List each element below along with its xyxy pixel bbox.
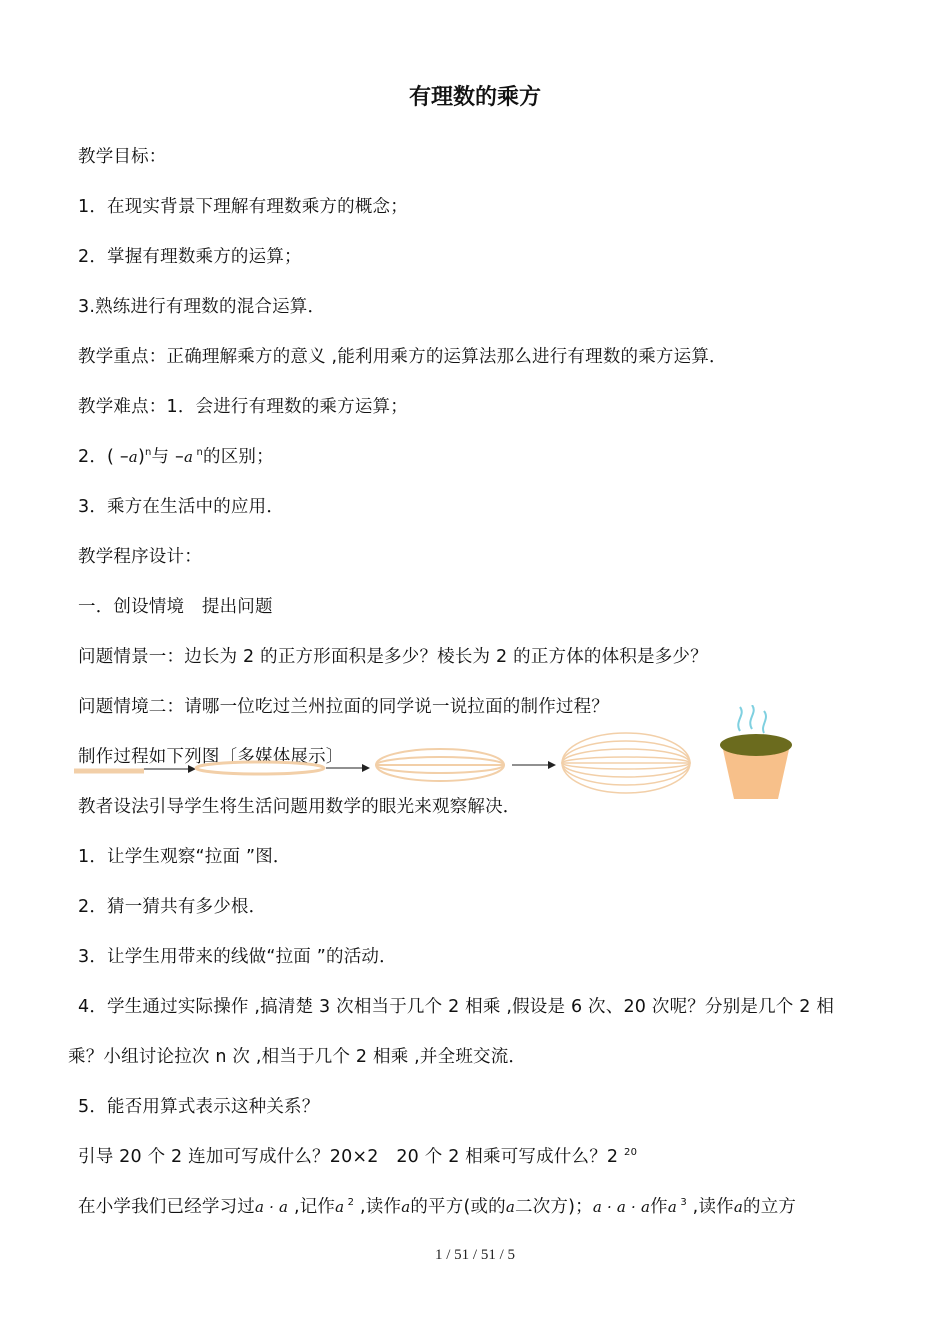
step-3: 3．让学生用带来的线做“拉面 ”的活动．: [78, 947, 397, 967]
page-footer: 1 / 51 / 51 / 5: [434, 1247, 515, 1263]
square-cube-notation: 在小学我们已经学习过a · a ,记作a $^2$ ,读作a的平方(或的a二次方)；a · a · a作a $^3$ ,读作a的立方: [78, 1197, 797, 1217]
procedure-heading: 教学程序设计：: [78, 547, 202, 567]
noodle-loop-3: [562, 733, 690, 793]
process-caption: 制作过程如下列图〔多媒体展示〕: [78, 747, 344, 767]
step-4: 4．学生通过实际操作 ,搞清楚 3 次相当于几个 2 相乘 ,假设是 6 次、20 次呢？分别是几个 2 相: [78, 997, 835, 1017]
arrow-head: [188, 765, 196, 773]
objective-1: 1．在现实背景下理解有理数乘方的概念；: [78, 197, 408, 217]
arrow-head: [548, 761, 556, 769]
steam-icon: [738, 705, 766, 733]
scenario-1: 问题情景一：边长为 2 的正方形面积是多少？棱长为 2 的正方体的体积是多少？: [78, 647, 708, 667]
noodle-loop-2: [376, 749, 504, 781]
objectives-heading: 教学目标：: [78, 147, 167, 167]
difficulty-3: 3．乘方在生活中的应用．: [78, 497, 285, 517]
objective-3: 3.熟练进行有理数的混合运算．: [78, 297, 326, 317]
noodle-making-figure: [70, 705, 800, 805]
step-5: 5．能否用算式表示这种关系？: [78, 1097, 320, 1117]
step-2: 2．猜一猜共有多少根．: [78, 897, 267, 917]
guide-question: 引导 20 个 2 连加可写成什么？20×2 20 个 2 相乘可写成什么？2 $^{20}$: [78, 1147, 638, 1167]
key-point: 教学重点：正确理解乘方的意义 ,能利用乘方的运算法那么进行有理数的乘方运算．: [78, 347, 727, 367]
step-1: 1．让学生观察“拉面 ”图．: [78, 847, 291, 867]
teacher-guidance: 教者设法引导学生将生活问题用数学的眼光来观察解决．: [78, 797, 521, 817]
noodle-loop-1: [196, 762, 324, 774]
difficulty-1: 教学难点：1．会进行有理数的乘方运算；: [78, 397, 408, 417]
objective-2: 2．掌握有理数乘方的运算；: [78, 247, 302, 267]
step-4-continued: 乘？小组讨论拉次 n 次 ,相当于几个 2 相乘 ,并全班交流．: [68, 1047, 527, 1067]
arrow-head: [362, 764, 370, 772]
difficulty-2: 2．( –a)$^n$与 –a $^n$的区别；: [78, 447, 274, 467]
scenario-2: 问题情境二：请哪一位吃过兰州拉面的同学说一说拉面的制作过程？: [78, 697, 609, 717]
section-one-heading: 一．创设情境 提出问题: [78, 597, 273, 617]
page-title: 有理数的乘方: [408, 85, 541, 110]
noodle-bowl: [720, 705, 792, 799]
